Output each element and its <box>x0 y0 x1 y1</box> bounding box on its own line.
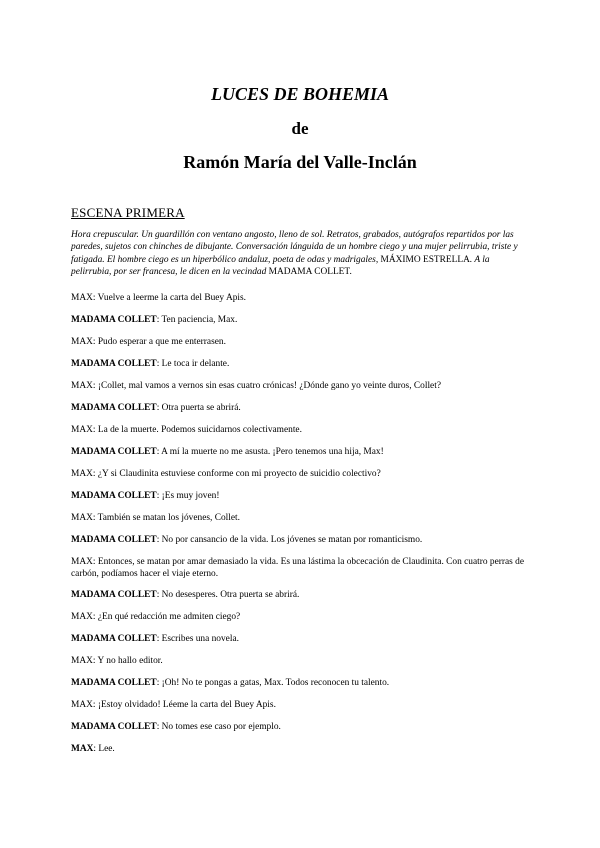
dialogue-line <box>71 655 533 667</box>
play-title: LUCES DE BOHEMIA <box>210 84 390 104</box>
dialogue-text: : Y no hallo editor. <box>92 656 163 666</box>
dialogue-text: : ¡Es muy joven! <box>156 491 220 501</box>
dialogue-line <box>71 402 533 414</box>
dialogue-line <box>71 490 533 502</box>
dialogue-text: : ¡Oh! No te pongas a gatas, Max. Todos reconocen tu talento. <box>156 678 390 688</box>
speaker-name: MADAMA COLLET <box>71 678 157 688</box>
dialogue-line <box>71 743 533 755</box>
speaker-name: MAX <box>71 700 93 710</box>
dialogue-line <box>71 424 533 436</box>
stage-character-collet: MADAMA COLLET <box>268 267 350 278</box>
dialogue-text: : Escribes una novela. <box>156 634 239 644</box>
speaker-name: MADAMA COLLET <box>71 491 157 501</box>
speaker-name: MAX <box>71 425 93 435</box>
speaker-name: MADAMA COLLET <box>71 403 157 413</box>
dialogue-text: : ¿En qué redacción me admiten ciego? <box>92 612 241 622</box>
dialogue-text: : Vuelve a leerme la carta del Buey Apis. <box>92 293 247 303</box>
speaker-name: MAX <box>71 557 93 567</box>
dialogue-text: : No por cansancio de la vida. Los jóvenes se matan por romanticismo. <box>156 535 423 545</box>
dialogue-text: : También se matan los jóvenes, Collet. <box>92 513 240 523</box>
dialogue-text: : ¿Y si Claudinita estuviese conforme con mi proyecto de suicidio colectivo? <box>92 469 381 479</box>
dialogue-text: : A mí la muerte no me asusta. ¡Pero tenemos una hija, Max! <box>156 447 384 457</box>
dialogue-text: : La de la muerte. Podemos suicidarnos colectivamente. <box>92 425 302 435</box>
dialogue-text: : Le toca ir delante. <box>156 359 230 369</box>
dialogue-text: : Ten paciencia, Max. <box>156 315 238 325</box>
stage-end: . <box>349 267 352 278</box>
speaker-name: MAX <box>71 293 93 303</box>
dialogue-line <box>71 446 533 458</box>
speaker-name: MAX <box>71 513 93 523</box>
speaker-name: MADAMA COLLET <box>71 315 157 325</box>
speaker-name: MADAMA COLLET <box>71 359 157 369</box>
dialogue-line <box>71 468 533 480</box>
speaker-name: MADAMA COLLET <box>71 634 157 644</box>
dialogue-line <box>71 556 533 581</box>
dialogue-line <box>71 611 533 623</box>
dialogue-line <box>71 336 533 348</box>
dialogue-text: : No tomes ese caso por ejemplo. <box>156 722 281 732</box>
stage-directions <box>71 229 531 279</box>
dialogue-line <box>71 589 533 601</box>
dialogue-line <box>71 699 533 711</box>
speaker-name: MADAMA COLLET <box>71 722 157 732</box>
speaker-name: MAX <box>71 381 93 391</box>
stage-text: Hora crepuscular. Un guardillón con ventano angosto, lleno de sol. Retratos, grabados, autógrafos repartidos por las paredes, sujetos con chinches de dibujante. Conversación lánguida de un hombre ciego y una mujer pelirrubia, triste y fatigada. El hombre ciego es un hiperbólico andaluz, poeta de odas y madrigales, <box>71 230 518 265</box>
speaker-name: MAX <box>71 469 93 479</box>
title-de: de <box>291 119 309 138</box>
scene-heading: ESCENA PRIMERA <box>71 205 185 220</box>
dialogue-text: : Pudo esperar a que me enterrasen. <box>92 337 226 347</box>
dialogue-text: : No desesperes. Otra puerta se abrirá. <box>156 590 300 600</box>
dialogue-line <box>71 534 533 546</box>
dialogue-line <box>71 633 533 645</box>
speaker-name: MAX <box>71 656 93 666</box>
dialogue-line <box>71 292 533 304</box>
dialogue-line <box>71 721 533 733</box>
speaker-name: MADAMA COLLET <box>71 447 157 457</box>
speaker-name: MAX <box>71 744 94 754</box>
stage-text-2: . A la pelirrubia, por ser francesa, le dicen en la vecindad <box>71 254 490 278</box>
speaker-name: MADAMA COLLET <box>71 535 157 545</box>
dialogue-text: : Lee. <box>93 744 115 754</box>
dialogue-text: : Otra puerta se abrirá. <box>156 403 241 413</box>
dialogue-line <box>71 358 533 370</box>
speaker-name: MADAMA COLLET <box>71 590 157 600</box>
dialogue-text: : Entonces, se matan por amar demasiado la vida. Es una lástima la obcecación de Claudinita. Con cuatro perras de carbón, podíamos hacer el viaje eterno. <box>71 557 524 580</box>
stage-character-max: MÁXIMO ESTRELLA <box>380 254 470 265</box>
dialogue-line <box>71 314 533 326</box>
dialogue-line <box>71 512 533 524</box>
speaker-name: MAX <box>71 612 93 622</box>
dialogue-text: : ¡Estoy olvidado! Léeme la carta del Buey Apis. <box>92 700 276 710</box>
author-name: Ramón María del Valle-Inclán <box>183 152 417 172</box>
dialogue-text: : ¡Collet, mal vamos a vernos sin esas cuatro crónicas! ¿Dónde gano yo veinte duros, Collet? <box>92 381 441 391</box>
dialogue-line <box>71 677 533 689</box>
speaker-name: MAX <box>71 337 93 347</box>
dialogue-line <box>71 380 533 392</box>
